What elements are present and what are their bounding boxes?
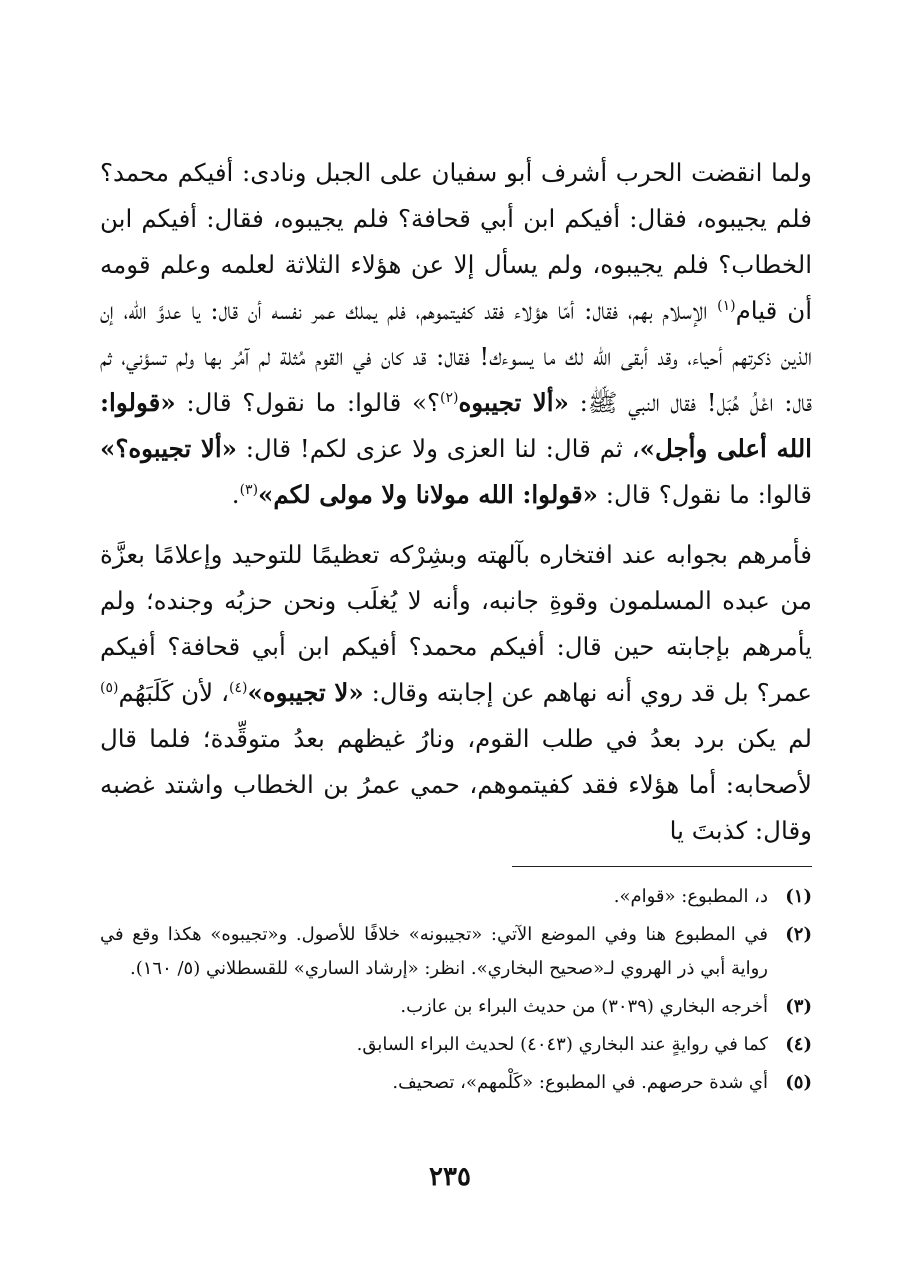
main-text (100, 150, 812, 854)
footnote-reference: (٢) (439, 389, 459, 406)
footnote-number: (٣) (785, 996, 812, 1017)
text-run: قالوا: ما نقول؟ قال: (597, 480, 812, 509)
footnote-text: كما في روايةٍ عند البخاري (٤٠٤٣) لحديث البراء السابق. (356, 1034, 768, 1055)
hadith-quote: «قولوا: الله أعلى وأجل» (100, 388, 812, 463)
footnote-4 (100, 1028, 812, 1062)
footnote-reference: (٥) (100, 679, 119, 696)
paragraph-2 (100, 532, 812, 854)
footnote-text: د، المطبوع: «قوام». (613, 886, 768, 907)
text-run: ، ثم قال: لنا العزى ولا عزى لكم! قال: (236, 434, 640, 463)
footnote-number: (٥) (785, 1072, 812, 1093)
text-run: فأمرهم بجوابه عند افتخاره بآلهته وبشِرْكه تعظيمًا للتوحيد وإعلامًا بعزَّة من عبده المسلمون وقوةِ جانبه، وأنه لا يُغلَب ونحن حزبُه وجنده؛ ولم يأمرهم بإجابته حين قال: أفيكم محمد؟ أفيكم ابن أبي قحافة؟ أفيكم عمر؟ بل قد روي أنه نهاهم عن إجابته وقال: (100, 540, 813, 707)
page-number: ٢٣٥ (429, 1162, 471, 1192)
footnote-5 (100, 1066, 812, 1100)
footnote-3 (100, 990, 812, 1024)
text-run: الإسلام بهم، فقال: أمّا هؤلاء فقد كفيتموهم، فلم يملك عمر نفسه أن قال: يا عدوَّ الله، إن الذين ذكرتهم أحياء، وقد أبقى الله لك ما يسوءك! فقال: قد كان في القوم مُثلة لم آمُر بها ولم تسؤني، ثم قال: اعْلُ هُبَل! فقال النبي ﷺ: (100, 296, 812, 417)
text-run: لم يكن برد بعدُ في طلب القوم، ونارُ غيظهم بعدُ متوقِّدة؛ فلما قال لأصحابه: أما هؤلاء فقد كفيتموهم، حمي عمرُ بن الخطاب واشتد غضبه وقال: كذبتَ يا (100, 724, 812, 845)
hadith-quote: «لا تجيبوه» (247, 678, 364, 707)
hadith-quote: «قولوا: الله مولانا ولا مولى لكم» (258, 480, 598, 509)
footnote-divider (512, 866, 812, 867)
hadith-quote: «ألا تجيبوه؟» (100, 434, 237, 463)
text-run: ، لأن كَلَبَهُم (118, 678, 230, 707)
footnote-number: (٤) (785, 1034, 812, 1055)
footnote-2 (100, 918, 812, 986)
paragraph-1 (100, 150, 812, 518)
hadith-quote: «ألا تجيبوه (458, 388, 569, 417)
footnotes (100, 880, 812, 1104)
footnote-number: (٢) (785, 924, 812, 945)
footnote-text: أي شدة حرصهم. في المطبوع: «كَلْمهم»، تصحيف. (392, 1072, 768, 1093)
footnote-1 (100, 880, 812, 914)
footnote-number: (١) (785, 886, 812, 907)
footnote-reference: (١) (717, 297, 736, 314)
footnote-reference: (٤) (229, 679, 248, 696)
text-run: ؟» قالوا: ما نقول؟ قال: (175, 388, 440, 417)
footnote-text: أخرجه البخاري (٣٠٣٩) من حديث البراء بن عازب. (400, 996, 768, 1017)
text-run: . (231, 480, 240, 509)
footnote-reference: (٣) (239, 481, 259, 498)
footnote-text: في المطبوع هنا وفي الموضع الآتي: «تجيبونه» خلافًا للأصول. و«تجيبوه» هكذا وقع في رواية أبي ذر الهروي لـ«صحيح البخاري». انظر: «إرشاد الساري» للقسطلاني (٥/ ١٦٠). (100, 924, 768, 979)
text-run: ولما انقضت الحرب أشرف أبو سفيان على الجبل ونادى: أفيكم محمد؟ فلم يجيبوه، فقال: أفيكم ابن أبي قحافة؟ فلم يجيبوه، فقال: أفيكم ابن الخطاب؟ فلم يجيبوه، ولم يسأل إلا عن هؤلاء الثلاثة لعلمه وعلم قومه أن قيام (100, 158, 812, 325)
